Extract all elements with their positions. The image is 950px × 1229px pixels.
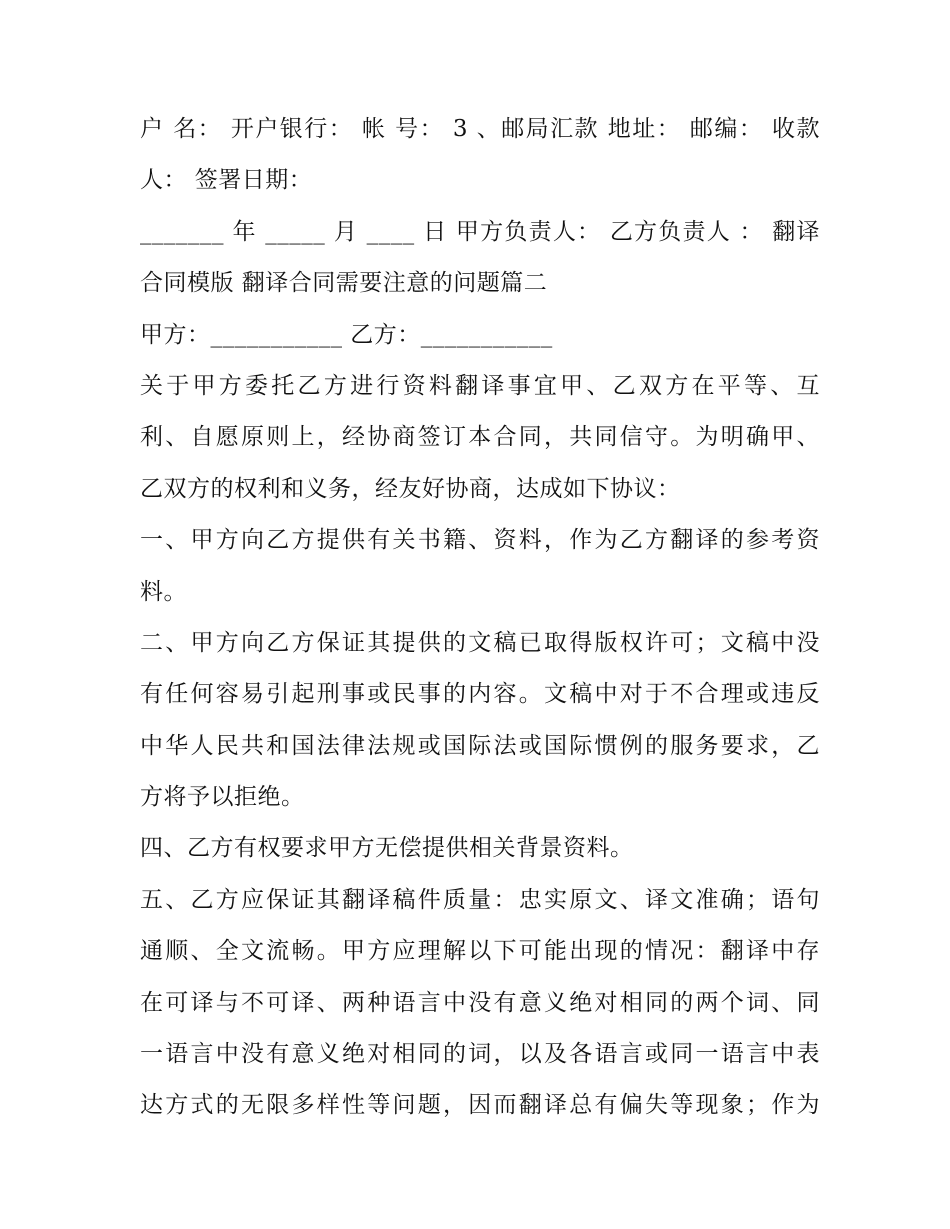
text-line-19: 一语言中没有意义绝对相同的词，以及各语言或同一语言中表 [140, 1041, 820, 1068]
text-line-5: 甲方：___________ 乙方：___________ [140, 321, 553, 348]
text-line-18: 在可译与不可译、两种语言中没有意义绝对相同的两个词、同 [140, 989, 820, 1016]
text-line-7: 利、自愿原则上，经协商签订本合同，共同信守。为明确甲、 [140, 424, 820, 451]
text-line-2: 人： 签署日期： [140, 167, 313, 194]
text-line-1: 户 名： 开户银行： 帐 号： 3 、邮局汇款 地址： 邮编： 收款 [140, 116, 820, 142]
text-line-10: 料。 [140, 578, 187, 605]
text-line-4: 合同模版 翻译合同需要注意的问题篇二 [140, 270, 548, 297]
text-line-20: 达方式的无限多样性等问题，因而翻译总有偏失等现象；作为 [140, 1092, 820, 1119]
text-line-3: _______ 年 _____ 月 ____ 日 甲方负责人： 乙方负责人 ： 翻译 [140, 218, 820, 245]
text-line-12: 有任何容易引起刑事或民事的内容。文稿中对于不合理或违反 [140, 681, 820, 708]
text-line-6: 关于甲方委托乙方进行资料翻译事宜甲、乙双方在平等、互 [140, 372, 820, 399]
text-line-13: 中华人民共和国法律法规或国际法或国际惯例的服务要求，乙 [140, 732, 820, 759]
text-line-16: 五、乙方应保证其翻译稿件质量：忠实原文、译文准确；语句 [140, 886, 820, 913]
text-line-9: 一、甲方向乙方提供有关书籍、资料，作为乙方翻译的参考资 [140, 527, 820, 554]
text-line-8: 乙双方的权利和义务，经友好协商，达成如下协议： [140, 475, 681, 502]
text-line-15: 四、乙方有权要求甲方无偿提供相关背景资料。 [140, 835, 634, 862]
text-line-11: 二、甲方向乙方保证其提供的文稿已取得版权许可；文稿中没 [140, 629, 820, 656]
document-body [140, 104, 820, 1132]
text-line-17: 通顺、全文流畅。甲方应理解以下可能出现的情况：翻译中存 [140, 938, 820, 965]
text-line-14: 方将予以拒绝。 [140, 784, 305, 811]
